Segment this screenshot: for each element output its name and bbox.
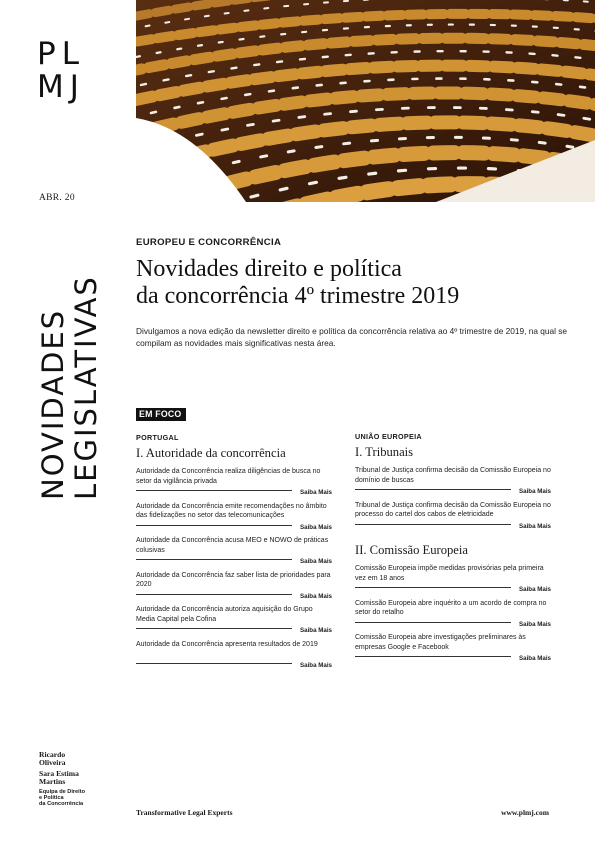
page-title-line-1: Novidades direito e política xyxy=(136,256,402,282)
news-item-text: Autoridade da Concorrência emite recomendações no âmbito das fidelizações no setor das telecomunicações xyxy=(136,502,327,519)
news-item xyxy=(136,502,332,533)
vertical-title-line-1: NOVIDADES xyxy=(36,308,70,500)
read-more-link[interactable]: Saiba Mais xyxy=(300,558,332,565)
section-tag: EUROPEU E CONCORRÊNCIA xyxy=(136,237,282,248)
portugal-column xyxy=(136,433,332,674)
read-more-link[interactable]: Saiba Mais xyxy=(519,620,551,628)
page-title xyxy=(136,256,576,310)
logo-line-2: MJ xyxy=(37,69,85,105)
news-item-text: Autoridade da Concorrência acusa MEO e NOWO de práticas colusivas xyxy=(136,537,329,554)
divider xyxy=(136,663,292,664)
divider xyxy=(355,587,511,588)
news-item xyxy=(136,640,332,671)
news-item xyxy=(355,564,551,595)
divider xyxy=(355,524,511,525)
section-heading: II. Comissão Europeia xyxy=(355,543,468,557)
region-label: PORTUGAL xyxy=(136,433,179,442)
logo-line-1: PL xyxy=(37,36,85,72)
news-item xyxy=(136,571,332,602)
divider xyxy=(136,594,292,595)
author-name: Ricardo Oliveira xyxy=(39,750,66,768)
region-label: UNIÃO EUROPEIA xyxy=(355,432,422,441)
focus-badge: EM FOCO xyxy=(136,408,186,421)
news-item xyxy=(355,501,551,532)
read-more-link[interactable]: Saiba Mais xyxy=(519,586,551,593)
divider xyxy=(136,490,292,491)
news-item xyxy=(136,536,332,567)
vertical-title-line-2: LEGISLATIVAS xyxy=(69,275,103,500)
divider xyxy=(355,656,511,657)
footer-website-link[interactable]: www.plmj.com xyxy=(501,808,549,817)
news-item-text: Tribunal de Justiça confirma decisão da Comissão Europeia no domínio de buscas xyxy=(355,467,551,484)
news-item xyxy=(355,466,551,497)
news-item-text: Autoridade da Concorrência autoriza aquisição do Grupo Media Capital pela Cofina xyxy=(136,606,313,623)
team-name: Equipa de Direito e Política da Concorrência xyxy=(39,788,85,808)
vertical-title xyxy=(37,230,103,500)
hero-white-cut xyxy=(136,118,246,202)
news-item-text: Autoridade da Concorrência apresenta resultados de 2019 xyxy=(136,640,318,648)
read-more-link[interactable]: Saiba Mais xyxy=(300,489,332,496)
news-item-text: Autoridade da Concorrência faz saber lista de prioridades para 2020 xyxy=(136,571,331,588)
read-more-link[interactable]: Saiba Mais xyxy=(300,523,332,531)
section-heading: I. Autoridade da concorrência xyxy=(136,446,286,460)
news-item-text: Comissão Europeia impõe medidas provisórias pela primeira vez em 18 anos xyxy=(355,565,544,582)
issue-date: ABR. 20 xyxy=(39,193,75,203)
plmj-logo xyxy=(37,38,85,104)
read-more-link[interactable]: Saiba Mais xyxy=(300,592,332,600)
news-item xyxy=(355,633,551,664)
news-item-text: Tribunal de Justiça confirma decisão da Comissão Europeia no processo do cartel dos cabos de eletricidade xyxy=(355,501,551,518)
news-item-text: Comissão Europeia abre investigações preliminares às empresas Google e Facebook xyxy=(355,634,526,651)
section-heading: I. Tribunais xyxy=(355,445,414,459)
divider xyxy=(136,628,292,629)
news-item xyxy=(355,599,551,630)
news-item-text: Autoridade da Concorrência realiza diligências de busca no setor da vigilância privada xyxy=(136,468,321,485)
page-title-line-2: da concorrência 4º trimestre 2019 xyxy=(136,283,460,309)
intro-paragraph: Divulgamos a nova edição da newsletter direito e política da concorrência relativa ao 4º trimestre de 2019, na qual se compilam as novidades mais significativas nesta área. xyxy=(136,326,568,348)
read-more-link[interactable]: Saiba Mais xyxy=(519,522,551,530)
news-item xyxy=(136,467,332,498)
read-more-link[interactable]: Saiba Mais xyxy=(519,488,551,495)
footer-tagline: Transformative Legal Experts xyxy=(136,808,233,817)
read-more-link[interactable]: Saiba Mais xyxy=(300,627,332,634)
read-more-link[interactable]: Saiba Mais xyxy=(300,661,332,669)
divider xyxy=(136,559,292,560)
eu-column xyxy=(355,432,551,668)
news-item xyxy=(136,605,332,636)
news-item-text: Comissão Europeia abre inquérito a um acordo de compra no setor do retalho xyxy=(355,599,547,616)
authors-block xyxy=(39,751,85,808)
divider xyxy=(355,489,511,490)
divider xyxy=(136,525,292,526)
author-name: Sara Estima Martins xyxy=(39,768,79,787)
divider xyxy=(355,622,511,623)
read-more-link[interactable]: Saiba Mais xyxy=(519,655,551,662)
